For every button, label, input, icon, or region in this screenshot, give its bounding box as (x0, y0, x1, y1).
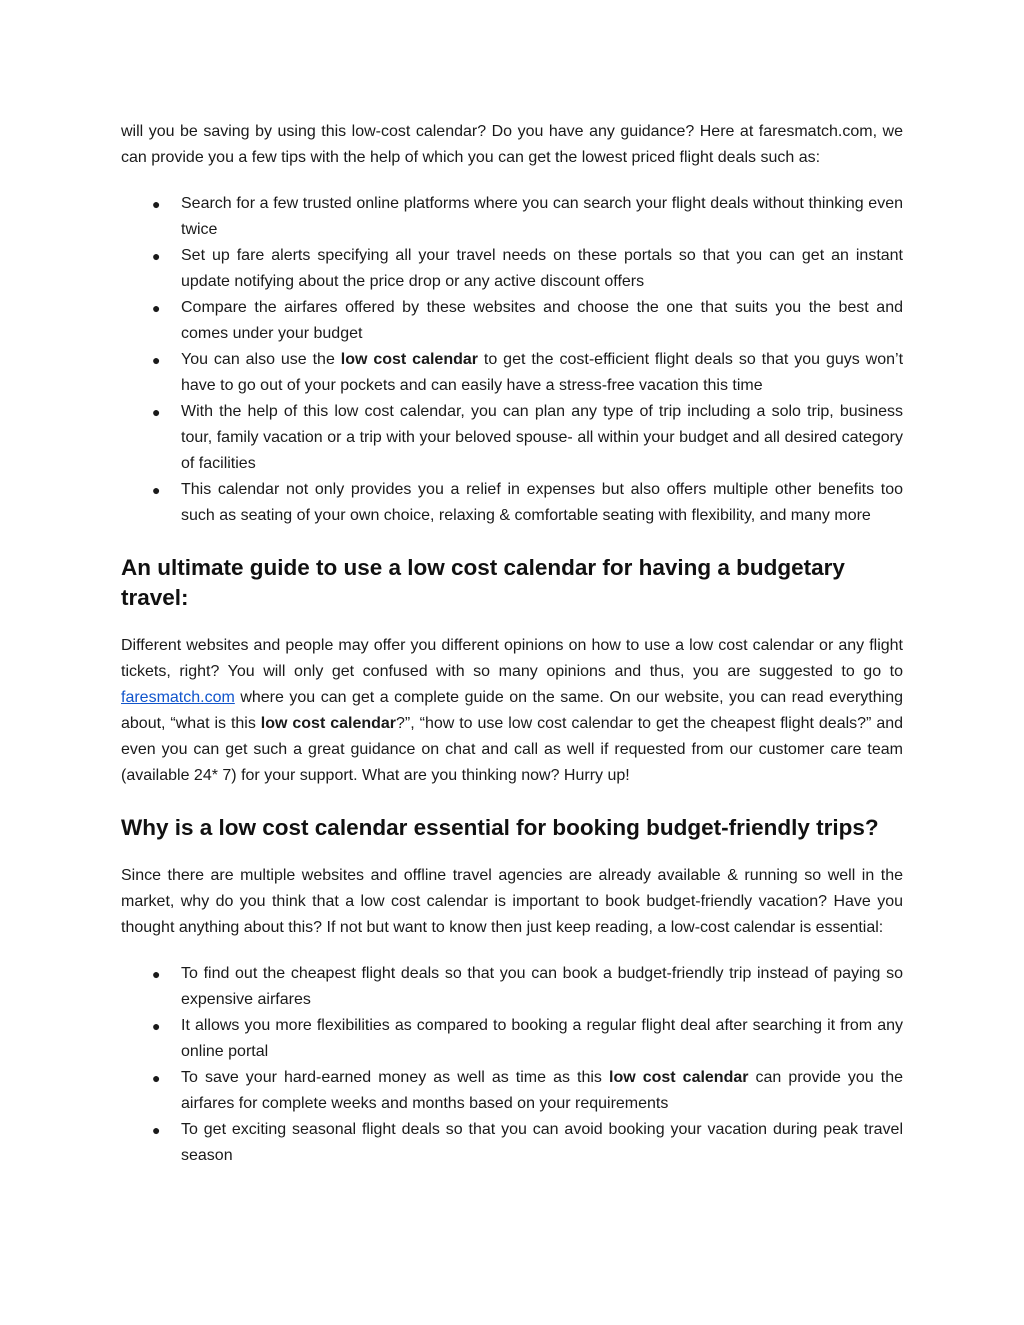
bullet-icon: ● (152, 300, 161, 316)
guide-paragraph (121, 633, 903, 789)
list-item-text: Compare the airfares offered by these websites and choose the one that suits you the best and comes under your budget (181, 299, 903, 342)
reasons-list (121, 961, 903, 1169)
list-item-text: With the help of this low cost calendar, you can plan any type of trip including a solo trip, business tour, family vacation or a trip with your beloved spouse- all within your budget and all desired category of facilities (181, 403, 903, 472)
list-item-text-post: to get the cost-efficient flight deals so that you guys won’t have to go out of your pockets and can easily have a stress-free vacation this time (181, 351, 904, 394)
list-item (121, 1013, 903, 1065)
list-item (121, 191, 903, 243)
list-item (121, 1117, 903, 1169)
bullet-icon: ● (152, 352, 161, 368)
bullet-icon: ● (152, 1122, 161, 1138)
list-item-text: It allows you more flexibilities as compared to booking a regular flight deal after searching it from any online portal (181, 1017, 903, 1060)
guide-heading: An ultimate guide to use a low cost calendar for having a budgetary travel: (121, 555, 845, 610)
list-item-text: This calendar not only provides you a relief in expenses but also offers multiple other benefits too such as seating of your own choice, relaxing & comfortable seating with flexibility, and many more (181, 481, 903, 524)
bold-term: low cost calendar (260, 715, 397, 732)
why-heading: Why is a low cost calendar essential for booking budget-friendly trips? (121, 815, 879, 840)
guide-text-2: where you can get a complete guide on the same. On our website, you can read everything about, “what is this (121, 689, 903, 732)
list-item (121, 347, 903, 399)
list-item (121, 1065, 903, 1117)
bold-term: low cost calendar (609, 1069, 749, 1086)
list-item (121, 295, 903, 347)
why-paragraph: Since there are multiple websites and offline travel agencies are already available & running so well in the market, why do you think that a low cost calendar is important to book budget-friendly vacation? Have you thought anything about this? If not but want to know then just keep reading, a low-cost calendar is essential: (121, 867, 903, 936)
guide-text-3: ?”, “how to use low cost calendar to get the cheapest flight deals?” and even you can get such a great guidance on chat and call as well if requested from our customer care team (available 24* 7) for your support. What are you thinking now? Hurry up! (121, 715, 904, 784)
list-item (121, 243, 903, 295)
bullet-icon: ● (152, 966, 161, 982)
list-item (121, 477, 903, 529)
list-item-text: Search for a few trusted online platforms where you can search your flight deals without thinking even twice (181, 195, 903, 238)
document-page (121, 119, 903, 1169)
list-item-text-pre: To save your hard-earned money as well as time as this (181, 1069, 609, 1086)
list-item-text: Set up fare alerts specifying all your travel needs on these portals so that you can get an instant update notifying about the price drop or any active discount offers (181, 247, 903, 290)
bullet-icon: ● (152, 1070, 161, 1086)
bullet-icon: ● (152, 482, 161, 498)
bullet-icon: ● (152, 1018, 161, 1034)
bullet-icon: ● (152, 404, 161, 420)
list-item (121, 399, 903, 477)
faresmatch-link[interactable]: faresmatch.com (121, 689, 235, 706)
list-item-text: To get exciting seasonal flight deals so that you can avoid booking your vacation during peak travel season (181, 1121, 903, 1164)
list-item (121, 961, 903, 1013)
intro-paragraph: will you be saving by using this low-cost calendar? Do you have any guidance? Here at faresmatch.com, we can provide you a few tips with the help of which you can get the lowest priced flight deals such as: (121, 123, 903, 166)
list-item-text-pre: You can also use the (181, 351, 341, 368)
bullet-icon: ● (152, 196, 161, 212)
guide-text-1: Different websites and people may offer you different opinions on how to use a low cost calendar or any flight tickets, right? You will only get confused with so many opinions and thus, you are suggested to go to (121, 637, 903, 680)
tips-list (121, 191, 903, 529)
list-item-text-post: can provide you the airfares for complete weeks and months based on your requirements (181, 1069, 904, 1112)
bold-term: low cost calendar (340, 351, 478, 368)
list-item-text: To find out the cheapest flight deals so that you can book a budget-friendly trip instead of paying so expensive airfares (181, 965, 903, 1008)
bullet-icon: ● (152, 248, 161, 264)
